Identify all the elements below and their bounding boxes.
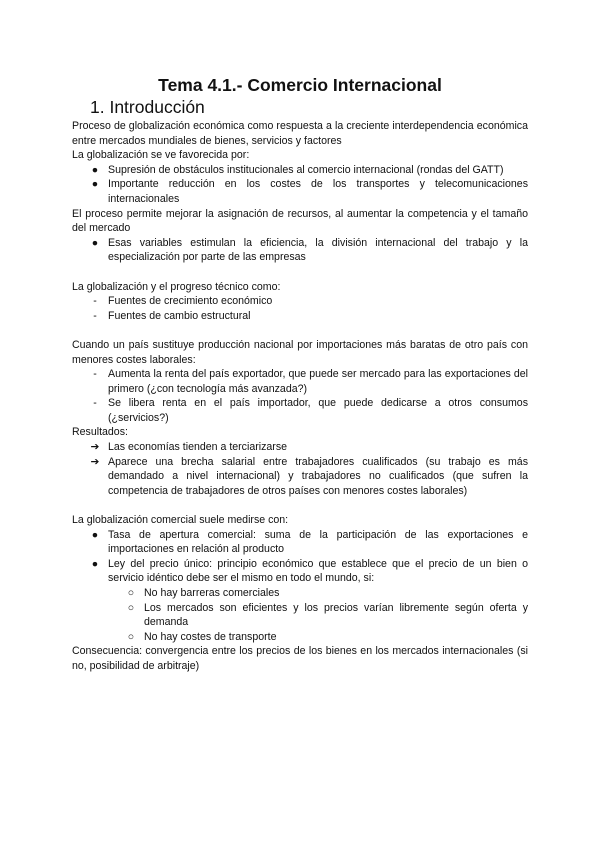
disc-bullet-icon: ● <box>91 163 99 176</box>
sustituye-paragraph: Cuando un país sustituye producción nacional por importaciones más baratas de otro país con menores costes laborales: <box>72 338 528 366</box>
proceso-list <box>72 236 528 265</box>
list-item: - Se libera renta en el país importador, que puede dedicarse a otros consumos (¿servicios?) <box>72 396 528 425</box>
list-item: ○ No hay costes de transporte <box>72 630 528 645</box>
dash-bullet-icon: - <box>93 309 97 322</box>
ley-list <box>72 586 528 644</box>
list-item: ● Importante reducción en los costes de los transportes y telecomunicaciones internacionales <box>72 177 528 206</box>
dash-bullet-icon: - <box>93 295 97 308</box>
list-item: ● Tasa de apertura comercial: suma de la participación de las exportaciones e importaciones en relación al producto <box>72 528 528 557</box>
dash-bullet-icon: - <box>93 397 97 410</box>
resultados-label: Resultados: <box>72 426 128 439</box>
disc-bullet-icon: ● <box>91 557 99 570</box>
disc-bullet-icon: ● <box>91 528 99 541</box>
list-item: ● Supresión de obstáculos institucionales al comercio internacional (rondas del GATT) <box>72 163 528 178</box>
favor-list <box>72 163 528 207</box>
list-item: ➔ Las economías tienden a terciarizarse <box>72 440 528 455</box>
consecuencia-paragraph: Consecuencia: convergencia entre los precios de los bienes en los mercados internacionales (si no, posibilidad de arbitraje) <box>72 645 528 672</box>
progreso-label: La globalización y el progreso técnico como: <box>72 280 281 293</box>
circle-bullet-icon: ○ <box>127 587 135 599</box>
medirse-label: La globalización comercial suele medirse con: <box>72 514 289 527</box>
disc-bullet-icon: ● <box>91 178 99 191</box>
favor-label: La globalización se ve favorecida por: <box>72 149 250 162</box>
section-heading: 1. Introducción <box>90 97 205 117</box>
resultados-list <box>72 440 528 498</box>
circle-bullet-icon: ○ <box>127 630 135 643</box>
list-item: - Fuentes de cambio estructural <box>72 309 528 324</box>
sustituye-list <box>72 367 528 425</box>
list-item: ○ Los mercados son eficientes y los precios varían libremente según oferta y demanda <box>72 601 528 630</box>
circle-bullet-icon: ○ <box>127 601 135 614</box>
disc-bullet-icon: ● <box>91 236 99 249</box>
arrow-bullet-icon: ➔ <box>90 441 100 454</box>
list-item: ○ No hay barreras comerciales <box>72 586 528 601</box>
arrow-bullet-icon: ➔ <box>90 455 100 468</box>
document-title: Tema 4.1.- Comercio Internacional <box>158 75 442 95</box>
list-item: - Aumenta la renta del país exportador, que puede ser mercado para las exportaciones del primero (¿con tecnología más avanzada?) <box>72 367 528 396</box>
list-item: - Fuentes de crecimiento económico <box>72 294 528 309</box>
list-item: ➔ Aparece una brecha salarial entre trabajadores cualificados (su trabajo es más demandado a nivel internacional) y trabajadores no cualificados (que sufren la competencia de trabajadores de otros países con menores costes laborales) <box>72 455 528 499</box>
list-item: ● Esas variables estimulan la eficiencia, la división internacional del trabajo y la especialización por parte de las empresas <box>72 236 528 265</box>
intro-paragraph: Proceso de globalización económica como respuesta a la creciente interdependencia económica entre mercados mundiales de bienes, servicios y factores <box>72 120 528 147</box>
dash-bullet-icon: - <box>93 368 97 381</box>
medirse-list <box>72 528 528 586</box>
proceso-paragraph: El proceso permite mejorar la asignación de recursos, al aumentar la competencia y el tamaño del mercado <box>72 207 528 235</box>
list-item: ● Ley del precio único: principio económico que establece que el precio de un bien o servicio idéntico debe ser el mismo en todo el mundo, si: <box>72 557 528 586</box>
progreso-list <box>72 294 528 323</box>
